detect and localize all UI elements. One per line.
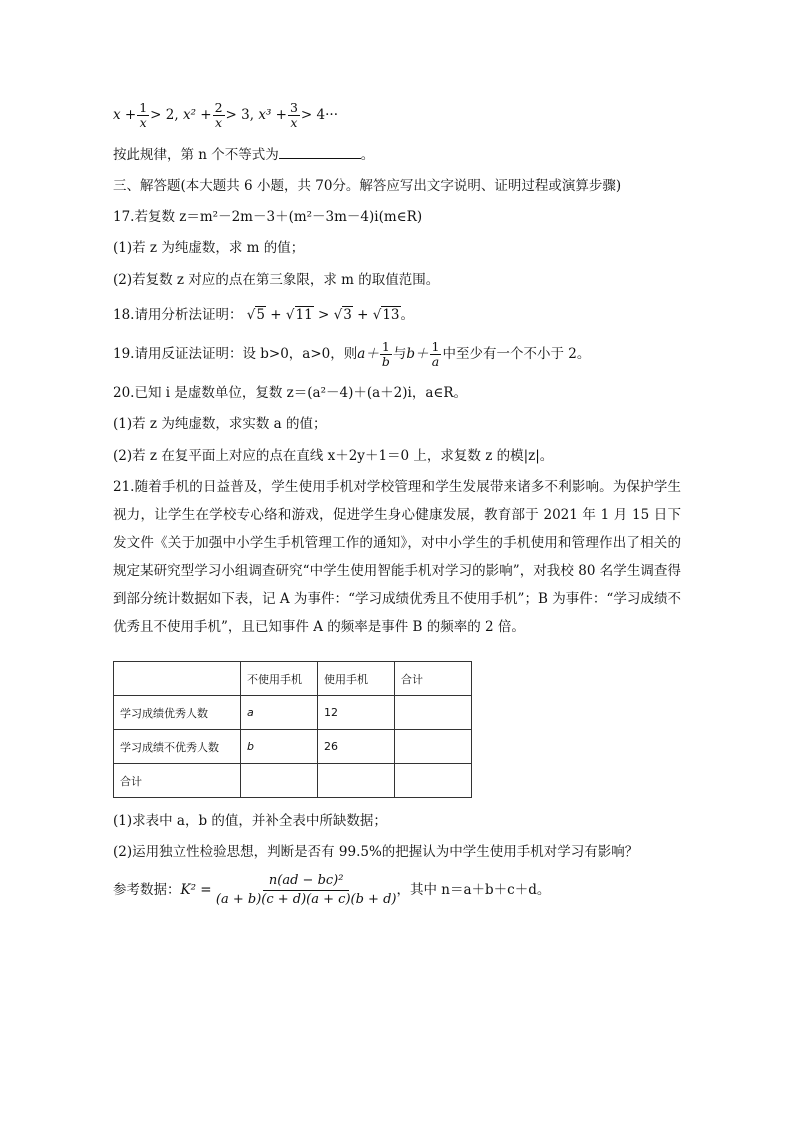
- statistics-table: [113, 661, 472, 798]
- sqrt-term: √5: [246, 307, 265, 323]
- numerator: 2: [214, 100, 223, 115]
- table-row: [114, 764, 472, 798]
- k2-fraction: [216, 872, 397, 909]
- table-header: 不使用手机: [241, 662, 318, 696]
- term-left: x² +: [182, 107, 212, 123]
- expr-left: a＋: [357, 346, 379, 362]
- radicand: 13: [382, 307, 400, 323]
- q21-part-2: (2)运用独立性检验思想，判断是否有 99.5%的把握认为中学生使用手机对学习有影响？: [113, 844, 639, 860]
- numerator: 1: [431, 339, 440, 354]
- fraction: [380, 340, 392, 369]
- fill-in-prefix: 按此规律，第 n 个不等式为: [113, 147, 279, 163]
- denominator: (a + b)(c + d)(a + c)(b + d): [215, 892, 397, 907]
- radicand: 11: [295, 307, 313, 323]
- reference-formula: [113, 870, 550, 910]
- denominator: x: [215, 115, 223, 130]
- table-row: [114, 696, 472, 730]
- q19-prefix: 19.请用反证法证明：设 b>0，a>0，则: [113, 346, 358, 362]
- section-3-title: 三、解答题(本大题共 6 小题，共 70分。解答应写出文字说明、证明过程或演算步骤): [113, 178, 622, 194]
- table-cell: a: [241, 696, 318, 730]
- q17-part-1: (1)若 z 为纯虚数，求 m 的值；: [113, 240, 305, 256]
- fill-in-suffix: 。: [360, 147, 375, 163]
- sqrt-term: √3: [333, 307, 352, 323]
- sqrt-term: √13: [372, 307, 400, 323]
- ref-lhs: K² =: [180, 882, 212, 898]
- fraction: [137, 101, 149, 130]
- term-right: > 2,: [150, 107, 179, 123]
- term-right: > 3,: [225, 107, 255, 123]
- table-header-row: [114, 662, 472, 696]
- table-row: [114, 730, 472, 764]
- radicand: 5: [256, 307, 265, 323]
- q19-line: [113, 338, 590, 370]
- ref-prefix: 参考数据：: [113, 882, 181, 898]
- table-cell: [114, 662, 241, 696]
- numerator: 1: [139, 100, 148, 115]
- q18-suffix: 。: [400, 307, 414, 323]
- table-cell: [395, 696, 472, 730]
- q21-stem: 21.随着手机的日益普及，学生使用手机对学校管理和学生发展带来诸多不利影响。为保护学生视力，让学生在学校专心络和游戏，促进学生身心健康发展，教育部于 2021 年 1 月 15 日下发文件《关于加强中小学生手机管理工作的通知》，对中小学生的手机使用和管理作出了相关的规定某研究型学习小组调查研究“中学生使用智能手机对学习的影响”，对我校 80 名学生调查得到部分统计数据如下表，记 A 为事件：“学习成绩优秀且不使用手机”；B 为事件：“学习成绩不优秀且不使用手机”，且已知事件 A 的频率是事件 B 的频率的 2 倍。: [113, 479, 681, 635]
- table-cell: b: [241, 730, 318, 764]
- q21-part-1: (1)求表中 a，b 的值，并补全表中所缺数据；: [113, 813, 387, 829]
- denominator: a: [431, 354, 440, 369]
- q19-mid: 与: [392, 346, 407, 362]
- sqrt-term: √11: [285, 307, 313, 323]
- table-cell: 合计: [114, 764, 241, 798]
- denominator: x: [139, 115, 147, 130]
- q18-prefix: 18.请用分析法证明：: [113, 307, 243, 323]
- q17-stem: 17.若复数 z＝m²－2m－3＋(m²－3m－4)i(m∈R): [113, 209, 423, 225]
- table-cell: [241, 764, 318, 798]
- fraction: [288, 101, 300, 130]
- q19-suffix: 中至少有一个不小于 2。: [442, 346, 591, 362]
- table-cell: [395, 764, 472, 798]
- term-left: x³ +: [258, 107, 287, 123]
- answer-blank[interactable]: [279, 144, 361, 159]
- table-cell: 学习成绩优秀人数: [114, 696, 241, 730]
- term-left: x +: [113, 107, 137, 123]
- denominator: b: [381, 354, 390, 369]
- expr-left: b＋: [406, 346, 429, 362]
- q20-stem: 20.已知 i 是虚数单位，复数 z＝(a²－4)＋(a＋2)i，a∈R。: [113, 385, 468, 401]
- fraction: [430, 340, 442, 369]
- table-cell: [318, 764, 395, 798]
- fill-in-line: [113, 144, 374, 165]
- table-header: 使用手机: [318, 662, 395, 696]
- radicand: 3: [343, 307, 352, 323]
- q20-part-1: (1)若 z 为纯虚数，求实数 a 的值；: [113, 416, 327, 432]
- q18-line: 18.请用分析法证明： √5 + √11 > √3 + √13。: [113, 307, 414, 323]
- term-right: > 4···: [300, 107, 338, 123]
- numerator: 1: [381, 339, 390, 354]
- q20-part-2: (2)若 z 在复平面上对应的点在直线 x＋2y＋1＝0 上，求复数 z 的模|z|。: [113, 448, 554, 464]
- numerator: n(ad − bc)²: [263, 872, 350, 891]
- table-cell: 26: [318, 730, 395, 764]
- numerator: 3: [289, 100, 298, 115]
- q17-part-2: (2)若复数 z 对应的点在第三象限，求 m 的取值范围。: [113, 272, 440, 288]
- table-cell: [395, 730, 472, 764]
- denominator: x: [290, 115, 298, 130]
- ref-suffix: ，其中 n＝a＋b＋c＋d。: [396, 882, 551, 898]
- table-cell: 学习成绩不优秀人数: [114, 730, 241, 764]
- table-cell: 12: [318, 696, 395, 730]
- fraction: [213, 101, 225, 130]
- table-header: 合计: [395, 662, 472, 696]
- inequality-pattern: [113, 100, 338, 130]
